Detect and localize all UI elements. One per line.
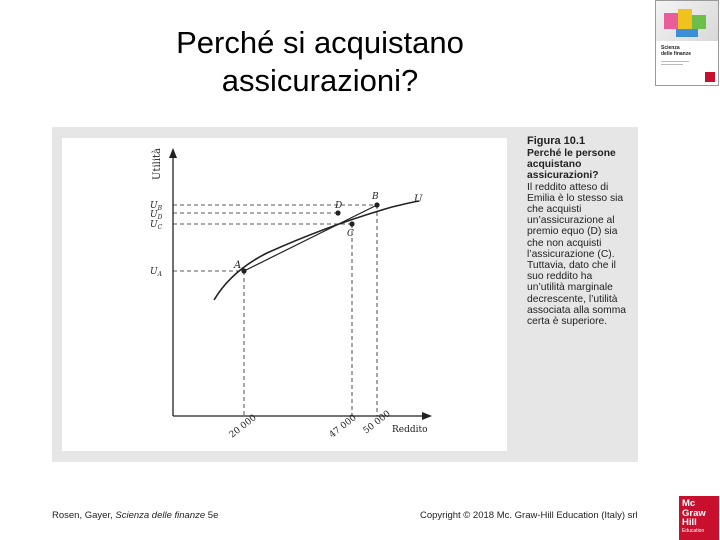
point-label-b: B [372,192,379,202]
slide-title-line1: Perché si acquistano [176,25,464,60]
point-b [374,202,379,207]
publisher-logo: Mc Graw Hill Education [679,496,719,540]
utility-curve [214,201,419,300]
x-axis-arrow [422,412,432,420]
x-axis-label: Reddito [392,425,428,435]
footer-citation: Rosen, Gayer, Scienza delle finanze 5e [52,510,219,521]
slide-title-line2: assicurazioni? [221,63,419,98]
x-tick-20000: 20 000 [227,413,259,441]
figure-panel [52,127,638,462]
footer-copyright: Copyright © 2018 Mc. Graw-Hill Education (Italy) srl [420,510,638,521]
y-tick-ud: $U_D$ [150,210,163,221]
book-cover-title: Scienza delle finanze [661,45,692,57]
y-axis-label: Utilità [152,147,163,180]
figure-caption-body: Il reddito atteso di Emilia è lo stesso sia che acquisti un’assicurazione al premio equo (D) sia che non acquisti l’assicurazione (C). Tuttavia, dato che il suo reddito ha un’utilità marginale decrescente, l’utilità associata alla somma certa è superiore. [527,181,627,328]
point-d [335,210,340,215]
slide-title [110,24,530,100]
point-label-d: D [335,201,343,211]
x-tick-50000: 50 000 [361,409,393,437]
point-label-c: C [347,229,354,239]
y-axis-arrow [169,148,177,158]
utility-diagram [62,138,507,451]
y-tick-uc: $U_C$ [150,220,163,231]
figure-caption-heading: Perché le persone acquistano assicurazioni? [527,148,616,182]
point-label-a: A [234,260,242,271]
point-c [349,221,354,226]
y-tick-ua: $U_A$ [150,267,162,278]
book-cover-publisher-logo [705,72,715,82]
chord-a-b [244,205,377,271]
y-tick-ub: $U_B$ [150,201,163,212]
curve-label-u: U [414,194,423,205]
book-cover-art [656,1,718,41]
book-cover-thumbnail [655,0,719,86]
figure-plot-area [62,138,507,451]
figure-caption-title: Figura 10.1 [527,135,586,147]
figure-caption [527,135,631,327]
point-a [241,268,246,273]
x-tick-47000: 47 000 [327,413,359,441]
